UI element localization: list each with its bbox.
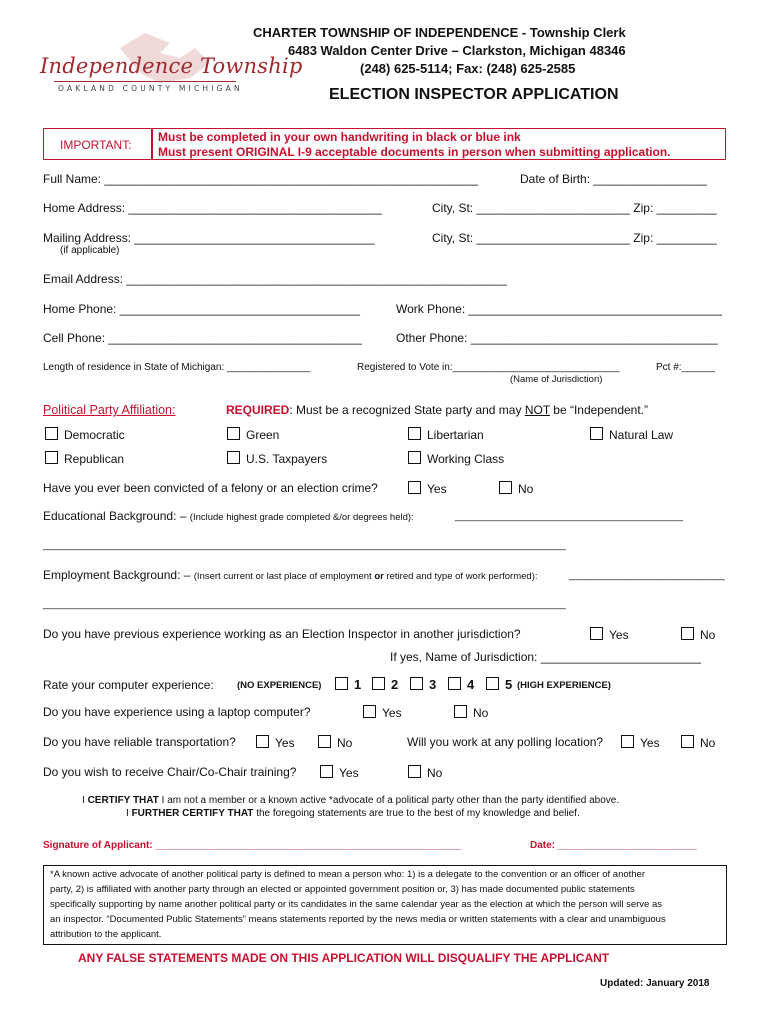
footnote-line-4: an inspector. “Documented Public Statements” means statements reported by the news media or written statements with a clear and unambiguous [50, 914, 666, 925]
employment-line[interactable]: ____________________________ [569, 570, 725, 581]
checkbox-icon[interactable] [410, 677, 423, 690]
rating-1[interactable]: 1 [335, 677, 361, 692]
other-phone-field[interactable]: Other Phone: _____________________________________ [396, 331, 718, 345]
checkbox-icon[interactable] [227, 427, 240, 440]
checkbox-icon[interactable] [45, 451, 58, 464]
party-requirement [226, 403, 648, 417]
precinct-field[interactable]: Pct #:______ [656, 362, 715, 373]
checkbox-icon[interactable] [408, 427, 421, 440]
rating-5[interactable]: 5 [486, 677, 512, 692]
education-label: Educational Background: – (Include highest grade completed &/or degrees held): [43, 509, 414, 523]
checkbox-icon[interactable] [454, 705, 467, 718]
if-applicable-note: (if applicable) [60, 245, 120, 256]
no-experience-label: (NO EXPERIENCE) [237, 680, 322, 691]
footnote-line-1: *A known active advocate of another political party is defined to mean a person who: 1) is a delegate to the convention or an officer of another [50, 869, 646, 880]
prev-exp-question: Do you have previous experience working as an Election Inspector in another jurisdiction? [43, 627, 521, 641]
party-option-working-class[interactable]: Working Class [408, 451, 504, 466]
important-label: IMPORTANT: [60, 138, 132, 152]
checkbox-icon[interactable] [448, 677, 461, 690]
checkbox-icon[interactable] [408, 481, 421, 494]
home-phone-field[interactable]: Home Phone: ____________________________________ [43, 302, 360, 316]
party-option-us-taxpayers[interactable]: U.S. Taxpayers [227, 451, 327, 466]
signature-date-field[interactable]: Date: _________________________ [530, 840, 697, 851]
checkbox-icon[interactable] [320, 765, 333, 778]
mailing-city-zip-field[interactable]: City, St: _______________________ Zip: _________ [432, 231, 717, 245]
footnote-line-2: party, 2) is affiliated with another party through an elected or appointed government position or, 3) has made documented public statements [50, 884, 635, 895]
rating-4[interactable]: 4 [448, 677, 474, 692]
req-text-b: be “Independent.” [549, 403, 649, 417]
any-location-yes[interactable]: Yes [621, 735, 660, 750]
checkbox-icon[interactable] [227, 451, 240, 464]
residence-length-field[interactable]: Length of residence in State of Michigan: _______________ [43, 362, 311, 373]
chair-no[interactable]: No [408, 765, 442, 780]
any-location-question: Will you work at any polling location? [407, 735, 604, 749]
felony-yes[interactable]: Yes [408, 481, 447, 496]
req-text-a: : Must be a recognized State party and may [289, 403, 525, 417]
updated-date: Updated: January 2018 [600, 978, 710, 989]
logo-subtitle: OAKLAND COUNTY MICHIGAN [58, 84, 243, 93]
checkbox-icon[interactable] [590, 427, 603, 440]
party-label: Political Party Affiliation: [43, 403, 176, 417]
home-city-zip-field[interactable]: City, St: _______________________ Zip: _________ [432, 201, 717, 215]
checkbox-icon[interactable] [45, 427, 58, 440]
footnote-line-5: attribution to the applicant. [50, 929, 162, 940]
checkbox-icon[interactable] [408, 765, 421, 778]
logo-divider [54, 81, 236, 82]
high-experience-label: (HIGH EXPERIENCE) [517, 680, 611, 691]
felony-no[interactable]: No [499, 481, 533, 496]
mailing-address-field[interactable]: Mailing Address: ____________________________________ [43, 231, 375, 245]
false-statement-warning: ANY FALSE STATEMENTS MADE ON THIS APPLICATION WILL DISQUALIFY THE APPLICANT [78, 951, 610, 965]
chair-yes[interactable]: Yes [320, 765, 359, 780]
page-title: ELECTION INSPECTOR APPLICATION [329, 86, 619, 103]
rating-3[interactable]: 3 [410, 677, 436, 692]
important-line-2: Must present ORIGINAL I-9 acceptable documents in person when submitting application. [158, 145, 671, 159]
org-name: CHARTER TOWNSHIP OF INDEPENDENCE - Township Clerk [253, 25, 626, 40]
footnote-line-3: specifically supporting by name another political party or its candidates in the same calendar year as the election at which the person will serve as [50, 899, 663, 910]
computer-rating-question: Rate your computer experience: [43, 678, 214, 692]
req-not: NOT [524, 403, 550, 417]
checkbox-icon[interactable] [621, 735, 634, 748]
important-line-1: Must be completed in your own handwriting in black or blue ink [158, 130, 521, 144]
email-field[interactable]: Email Address: _________________________________________________________ [43, 272, 507, 286]
logo-wordmark: Independence Township [40, 54, 303, 78]
party-option-libertarian[interactable]: Libertarian [408, 427, 484, 442]
dob-field[interactable]: Date of Birth: _________________ [520, 172, 707, 186]
jurisdiction-note: (Name of Jurisdiction) [510, 374, 603, 385]
org-address: 6483 Waldon Center Drive – Clarkston, Michigan 48346 [288, 43, 626, 58]
party-option-natural-law[interactable]: Natural Law [590, 427, 673, 442]
laptop-no[interactable]: No [454, 705, 488, 720]
township-logo [40, 30, 303, 100]
required-word: REQUIRED [226, 403, 290, 417]
education-line[interactable]: _________________________________________ [455, 511, 684, 522]
party-option-green[interactable]: Green [227, 427, 279, 442]
home-address-field[interactable]: Home Address: ______________________________________ [43, 201, 382, 215]
party-option-democratic[interactable]: Democratic [45, 427, 125, 442]
party-option-republican[interactable]: Republican [45, 451, 124, 466]
checkbox-icon[interactable] [499, 481, 512, 494]
registered-jurisdiction-field[interactable]: Registered to Vote in:______________________________ [357, 362, 620, 373]
checkbox-icon[interactable] [486, 677, 499, 690]
full-name-field[interactable]: Full Name: ________________________________________________________ [43, 172, 479, 186]
prev-exp-no[interactable]: No [681, 627, 715, 642]
prev-jurisdiction-field[interactable]: If yes, Name of Jurisdiction: ________________________ [390, 650, 701, 664]
any-location-no[interactable]: No [681, 735, 715, 750]
checkbox-icon[interactable] [363, 705, 376, 718]
employment-line-2[interactable]: ______________________________________________________________________________________________ [43, 599, 566, 610]
certify-line-1: I CERTIFY THAT I am not a member or a known active *advocate of a political party other than the party identified above. [82, 795, 620, 806]
chair-training-question: Do you wish to receive Chair/Co-Chair training? [43, 765, 297, 779]
education-line-2[interactable]: ______________________________________________________________________________________________ [43, 540, 566, 551]
checkbox-icon[interactable] [372, 677, 385, 690]
prev-exp-yes[interactable]: Yes [590, 627, 629, 642]
laptop-question: Do you have experience using a laptop computer? [43, 705, 311, 719]
checkbox-icon[interactable] [681, 735, 694, 748]
employment-label: Employment Background: – (Insert current or last place of employment or retired and type of work performed): [43, 568, 538, 582]
checkbox-icon[interactable] [408, 451, 421, 464]
cell-phone-field[interactable]: Cell Phone: ______________________________________ [43, 331, 362, 345]
checkbox-icon[interactable] [681, 627, 694, 640]
felony-question: Have you ever been convicted of a felony or an election crime? [43, 481, 378, 495]
signature-field[interactable]: Signature of Applicant: _______________________________________________________ [43, 840, 462, 851]
laptop-yes[interactable]: Yes [363, 705, 402, 720]
certify-line-2: I FURTHER CERTIFY THAT the foregoing statements are true to the best of my knowledge and belief. [126, 808, 580, 819]
transport-yes[interactable]: Yes [256, 735, 295, 750]
checkbox-icon[interactable] [256, 735, 269, 748]
checkbox-icon[interactable] [590, 627, 603, 640]
transport-question: Do you have reliable transportation? [43, 735, 236, 749]
transport-no[interactable]: No [318, 735, 352, 750]
rating-2[interactable]: 2 [372, 677, 398, 692]
checkbox-icon[interactable] [318, 735, 331, 748]
education-note: (Include highest grade completed &/or degrees held): [189, 512, 414, 523]
work-phone-field[interactable]: Work Phone: ______________________________________ [396, 302, 723, 316]
checkbox-icon[interactable] [335, 677, 348, 690]
org-phone: (248) 625-5114; Fax: (248) 625-2585 [360, 61, 576, 76]
